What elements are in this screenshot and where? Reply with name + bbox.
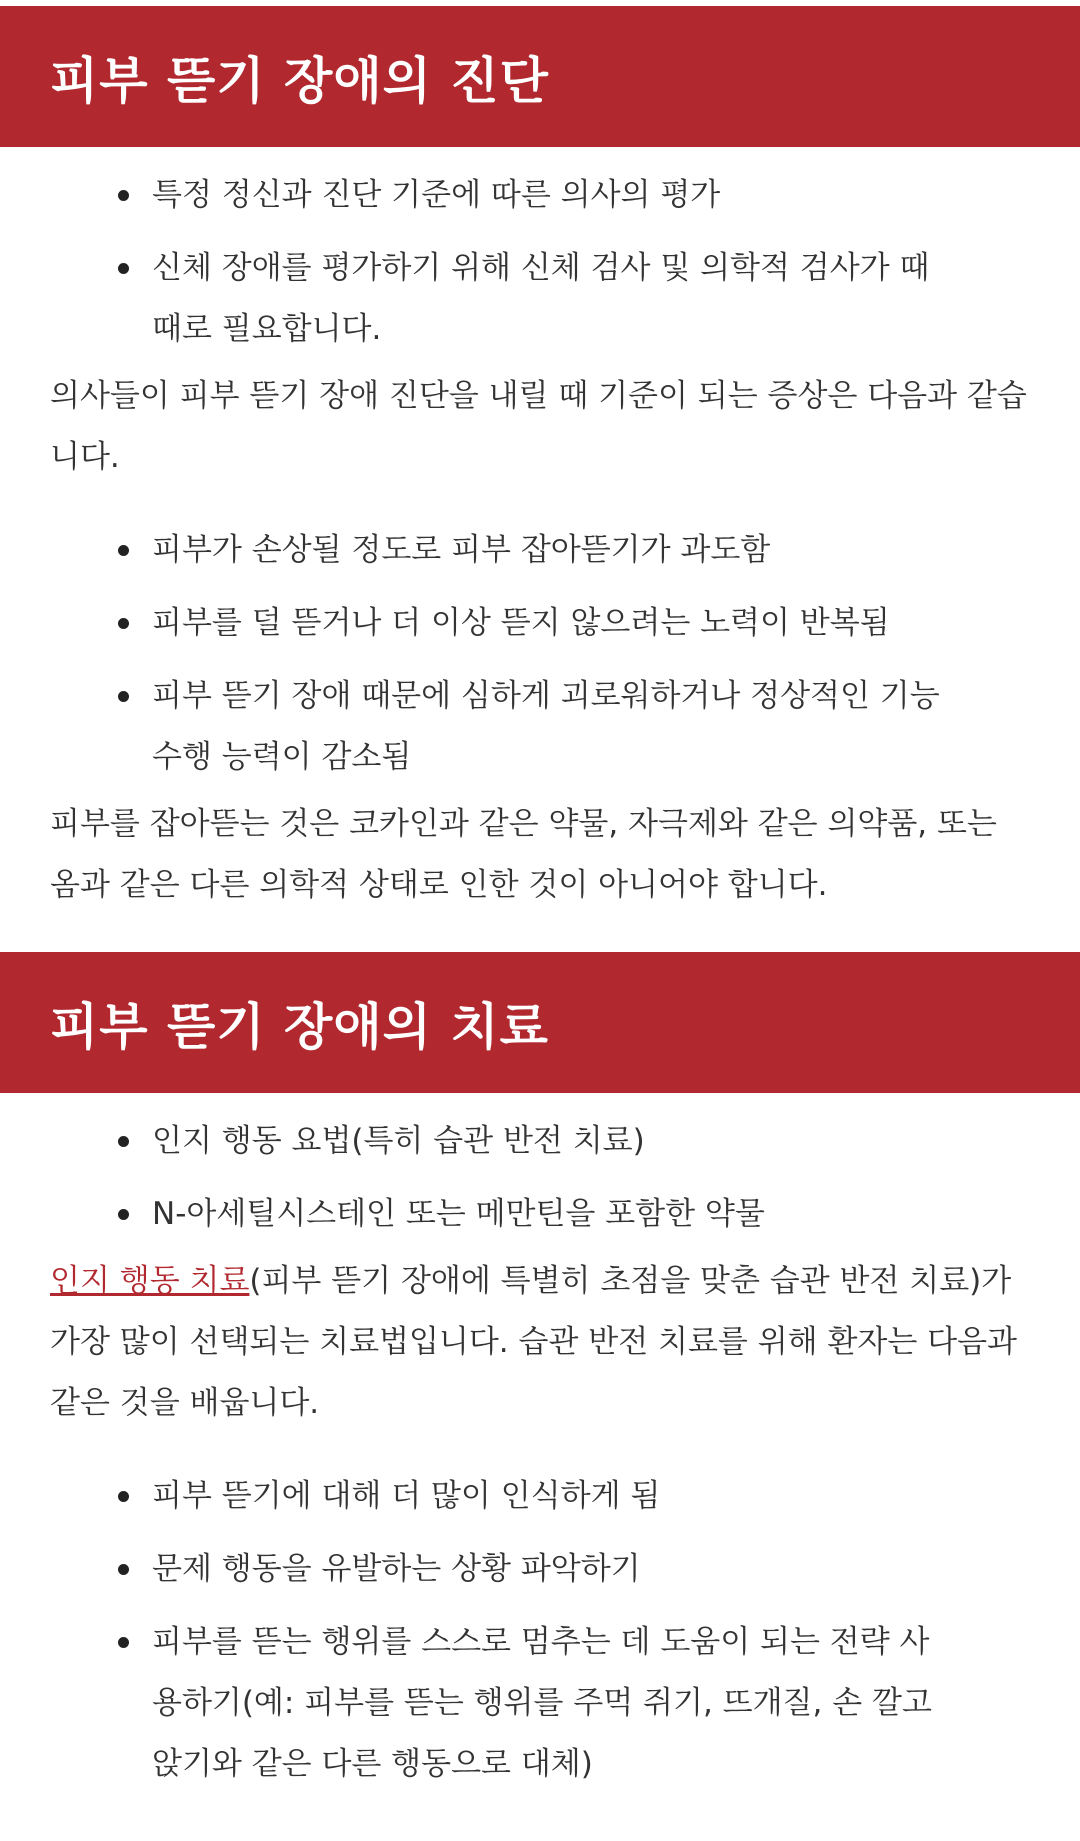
list-item: 피부를 덜 뜯거나 더 이상 뜯지 않으려는 노력이 반복됨 [152,593,940,654]
list-item: 피부 뜯기에 대해 더 많이 인식하게 됨 [152,1466,940,1527]
diagnosis-header[interactable] [0,6,1080,147]
diagnosis-content [0,165,1080,916]
diagnosis-criteria-list [50,520,1030,788]
treatment-cbt-paragraph [50,1251,1030,1434]
habit-reversal-list [50,1466,1030,1795]
treatment-header[interactable] [0,952,1080,1093]
list-item: 신체 장애를 평가하기 위해 신체 검사 및 의학적 검사가 때때로 필요합니다. [152,238,940,360]
treatment-title: 피부 뜯기 장애의 치료 [50,997,549,1056]
list-item: N-아세틸시스테인 또는 메만틴을 포함한 약물 [152,1184,940,1245]
treatment-content [0,1111,1080,1795]
treatment-cbt-text: (피부 뜯기 장애에 특별히 초점을 맞춘 습관 반전 치료)가 가장 많이 선택되는 치료법입니다. 습관 반전 치료를 위해 환자는 다음과 같은 것을 배웁니다. [50,1263,1017,1421]
list-item: 문제 행동을 유발하는 상황 파악하기 [152,1539,940,1600]
treatment-options-list [50,1111,1030,1245]
diagnosis-exclusion-note: 피부를 잡아뜯는 것은 코카인과 같은 약물, 자극제와 같은 의약품, 또는 옴과 같은 다른 의학적 상태로 인한 것이 아니어야 합니다. [50,806,997,903]
list-item: 인지 행동 요법(특히 습관 반전 치료) [152,1111,940,1172]
diagnosis-methods-list [50,165,1030,360]
diagnosis-title: 피부 뜯기 장애의 진단 [50,51,549,110]
cbt-link[interactable]: 인지 행동 치료 [50,1263,250,1299]
list-item: 특정 정신과 진단 기준에 따른 의사의 평가 [152,165,940,226]
list-item: 피부 뜯기 장애 때문에 심하게 괴로워하거나 정상적인 기능 수행 능력이 감소됨 [152,666,940,788]
list-item: 피부가 손상될 정도로 피부 잡아뜯기가 과도함 [152,520,940,581]
diagnosis-section [0,6,1080,916]
list-item: 피부를 뜯는 행위를 스스로 멈추는 데 도움이 되는 전략 사용하기(예: 피부를 뜯는 행위를 주먹 쥐기, 뜨개질, 손 깔고 앉기와 같은 다른 행동으로 대체) [152,1612,940,1795]
treatment-section [0,952,1080,1795]
diagnosis-criteria-intro: 의사들이 피부 뜯기 장애 진단을 내릴 때 기준이 되는 증상은 다음과 같습니다. [50,378,1027,475]
